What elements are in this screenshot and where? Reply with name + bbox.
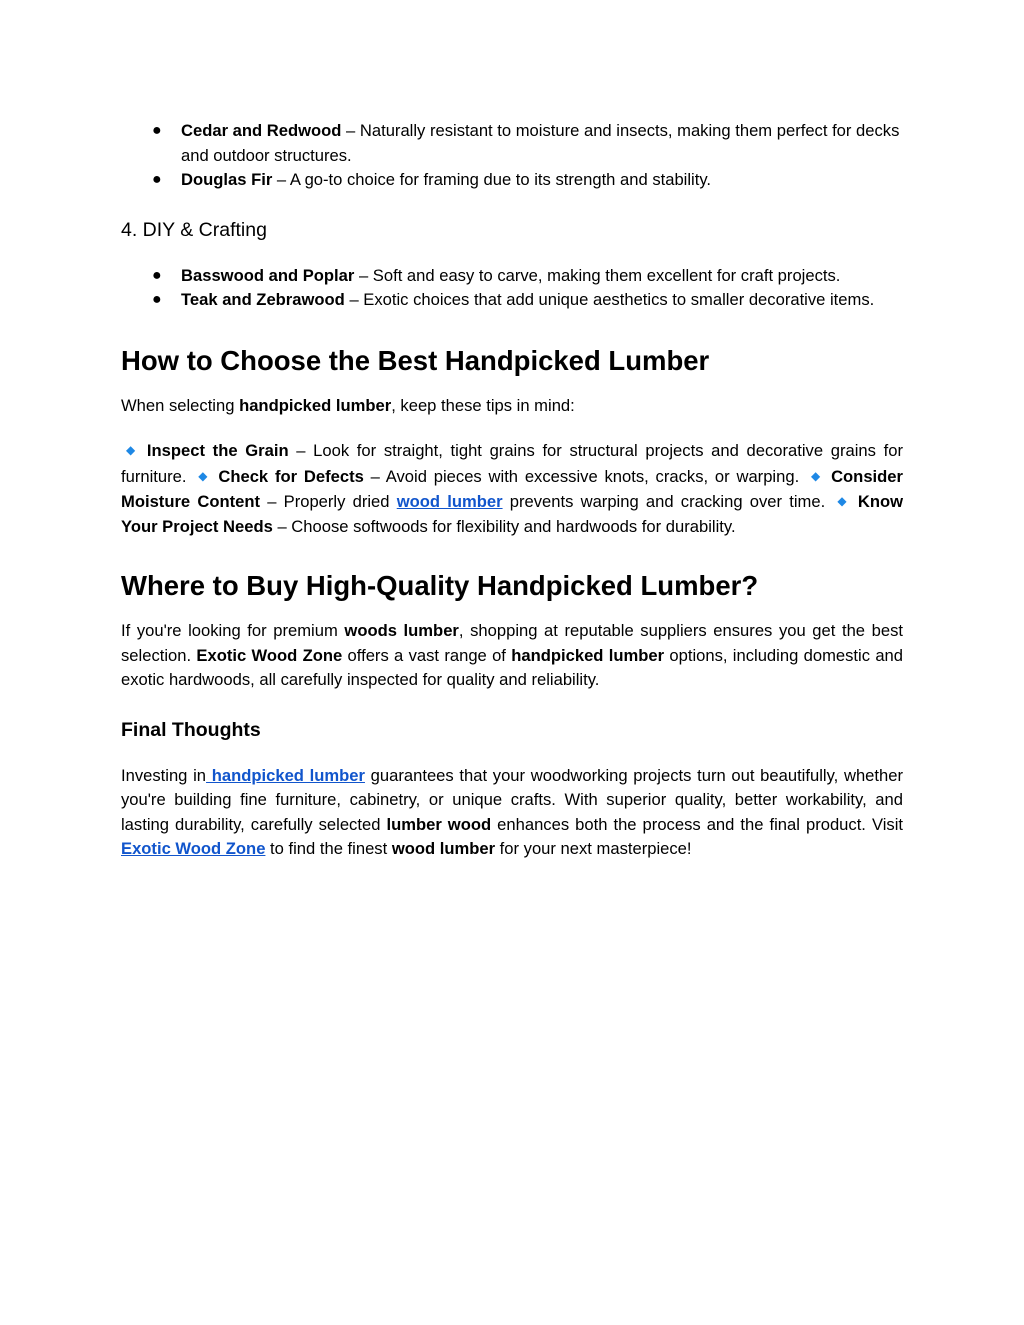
tip-title: Consider Moisture Content bbox=[121, 466, 903, 511]
diamond-bullet-icon: ◆ bbox=[811, 468, 821, 483]
bold-text: woods lumber bbox=[344, 621, 459, 640]
tip-text: prevents warping and cracking over time. bbox=[502, 492, 826, 511]
heading-where-to-buy: Where to Buy High-Quality Handpicked Lumber? bbox=[121, 570, 759, 601]
list-item-desc: – Naturally resistant to moisture and insects, making them perfect for decks and outdoor structures. bbox=[181, 121, 900, 165]
body-text: to find the finest bbox=[265, 839, 392, 858]
bullet-icon: ● bbox=[152, 171, 162, 188]
tip-title: Know Your Project Needs bbox=[121, 492, 904, 536]
list-item-desc: – Soft and easy to carve, making them excellent for craft projects. bbox=[354, 265, 841, 285]
heading-how-to-choose: How to Choose the Best Handpicked Lumber bbox=[121, 344, 710, 376]
list-item-term: Basswood and Poplar bbox=[181, 265, 355, 285]
body-text: enhances both the process and the final product. Visit bbox=[491, 814, 903, 834]
list-item bbox=[121, 119, 903, 168]
tip-title: Inspect the Grain bbox=[146, 441, 289, 460]
bullet-icon: ● bbox=[152, 266, 162, 284]
body-text: for your next masterpiece! bbox=[495, 839, 692, 858]
list-item bbox=[121, 288, 903, 313]
intro-text-end: , keep these tips in mind: bbox=[391, 395, 575, 415]
tip-text: – Look for straight, tight grains for structural projects and decorative grains for furniture. bbox=[121, 441, 903, 486]
wood-list-outdoor bbox=[121, 119, 903, 193]
wood-lumber-link[interactable]: wood lumber bbox=[396, 492, 503, 511]
tips-paragraph bbox=[121, 438, 903, 539]
intro-text: When selecting bbox=[121, 395, 240, 415]
tip-text: – Properly dried bbox=[260, 492, 397, 511]
section-heading-diy: 4. DIY & Crafting bbox=[121, 218, 267, 241]
bullet-icon: ● bbox=[152, 122, 162, 139]
list-item-desc: – Exotic choices that add unique aesthetics to smaller decorative items. bbox=[344, 290, 875, 309]
diamond-bullet-icon: ◆ bbox=[198, 468, 208, 483]
body-text: If you're looking for premium bbox=[121, 621, 345, 640]
body-text: Investing in bbox=[121, 765, 207, 785]
tip-text: – Choose softwoods for flexibility and hardwoods for durability. bbox=[272, 516, 736, 536]
bullet-icon: ● bbox=[152, 291, 162, 308]
body-text: , shopping at reputable suppliers ensures you get the best selection. bbox=[121, 621, 904, 665]
handpicked-lumber-link[interactable]: handpicked lumber bbox=[206, 765, 365, 785]
heading-final-thoughts: Final Thoughts bbox=[121, 718, 261, 741]
choose-intro bbox=[121, 394, 903, 419]
list-item-term: Douglas Fir bbox=[181, 170, 273, 189]
list-item bbox=[121, 168, 903, 193]
list-item bbox=[121, 264, 903, 289]
final-paragraph bbox=[121, 764, 903, 862]
tip-title: Check for Defects bbox=[218, 466, 364, 486]
bold-text: wood lumber bbox=[391, 839, 496, 858]
bold-text: lumber wood bbox=[386, 814, 492, 834]
diamond-bullet-icon: ◆ bbox=[837, 494, 847, 508]
list-item-term: Teak and Zebrawood bbox=[181, 290, 345, 309]
buy-paragraph bbox=[121, 619, 903, 693]
exotic-wood-zone-link[interactable]: Exotic Wood Zone bbox=[121, 839, 266, 858]
document-content bbox=[121, 119, 903, 862]
body-text: guarantees that your woodworking projects turn out beautifully, whether you're building fine furniture, cabinetry, or unique crafts. With superior quality, better workability, and lasting durability, carefully selected bbox=[121, 765, 903, 834]
list-item-desc: – A go-to choice for framing due to its strength and stability. bbox=[272, 170, 712, 189]
wood-list-diy bbox=[121, 264, 903, 313]
body-text: options, including domestic and exotic hardwoods, all carefully inspected for quality and reliability. bbox=[121, 645, 904, 689]
intro-bold: handpicked lumber bbox=[239, 395, 392, 415]
bold-text: Exotic Wood Zone bbox=[196, 645, 343, 665]
list-item-term: Cedar and Redwood bbox=[181, 121, 342, 140]
tip-text: – Avoid pieces with excessive knots, cracks, or warping. bbox=[363, 466, 800, 486]
diamond-bullet-icon: ◆ bbox=[126, 443, 136, 457]
bold-text: handpicked lumber bbox=[511, 645, 665, 665]
body-text: offers a vast range of bbox=[342, 645, 512, 665]
